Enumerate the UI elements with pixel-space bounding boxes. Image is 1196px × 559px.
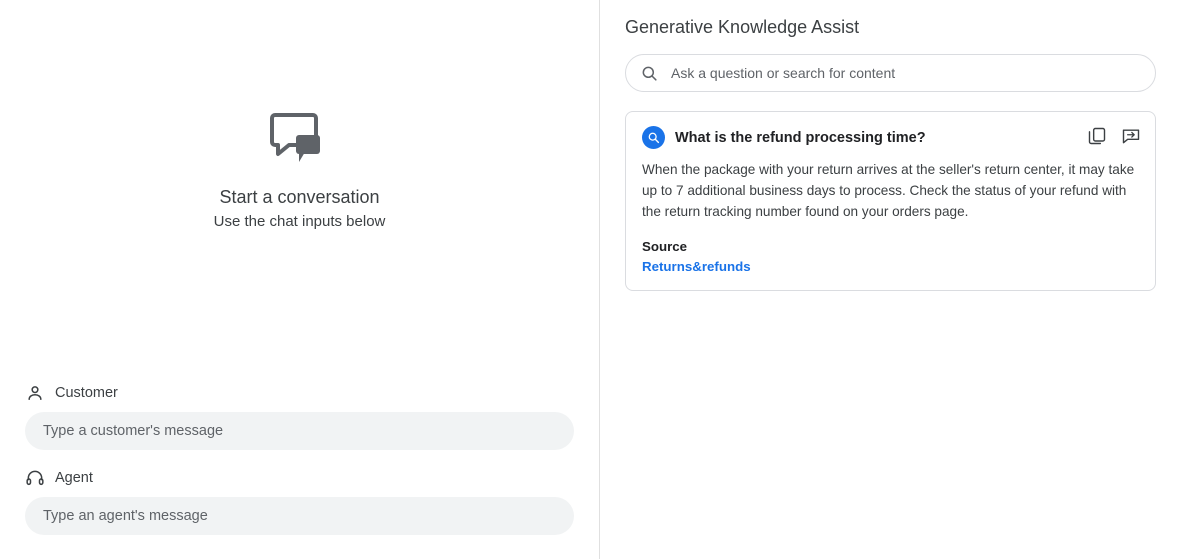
copy-icon[interactable] [1087,126,1107,146]
assist-panel-title: Generative Knowledge Assist [625,17,860,37]
answer-card [625,111,1156,291]
customer-label-row [25,383,574,403]
source-label: Source [642,239,688,254]
empty-state-title: Start a conversation [219,186,380,207]
send-to-chat-icon[interactable] [1121,126,1141,146]
search-icon [640,64,659,83]
chat-bubbles-icon [269,111,331,167]
customer-label: Customer [55,385,118,401]
assist-panel [600,0,1195,559]
empty-state-subtitle: Use the chat inputs below [213,212,386,230]
agent-input-block [25,468,574,535]
source-link[interactable]: Returns&refunds [642,259,751,274]
answer-card-actions [1087,126,1141,146]
search-badge-icon [642,126,665,149]
customer-input-block [25,383,574,450]
person-icon [25,383,45,403]
answer-card-header [642,126,1139,149]
chat-empty-state [0,0,599,383]
agent-message-input[interactable] [25,497,574,535]
agent-label: Agent [55,470,93,486]
headset-icon [25,468,45,488]
answer-body: When the package with your return arrives at the seller's return center, it may take up to 7 additional business days to process. Check the status of your refund with the return tracking number found on your orders page. [642,162,1135,219]
chat-inputs [0,383,599,559]
answer-question: What is the refund processing time? [675,129,926,146]
assist-search-input[interactable] [669,64,1141,82]
agent-label-row [25,468,574,488]
customer-message-input[interactable] [25,412,574,450]
assist-search-box[interactable] [625,54,1156,92]
